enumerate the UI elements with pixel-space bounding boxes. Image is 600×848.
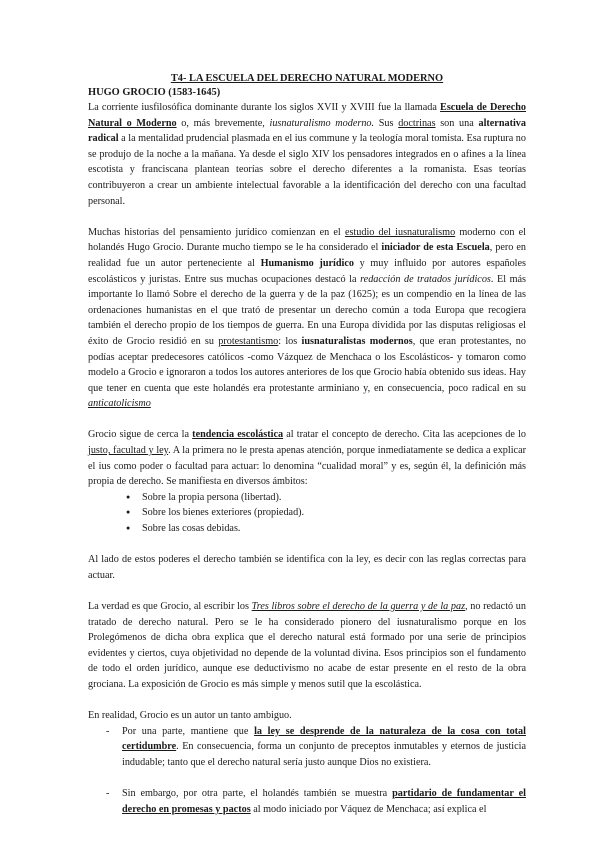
list-item: ● Sobre la propia persona (libertad). [126,490,526,506]
list-item: ● Sobre las cosas debidas. [126,521,526,537]
list-item: - Por una parte, mantiene que la ley se desprende de la naturaleza de la cosa con total certidumbre. En consecuencia, forma un conjunto de preceptos inmutables y eternos de justicia indudable; tanto que el derecho natural sería justo aunque Dios no existiera. [106,724,526,771]
paragraph-grocio: Muchas historias del pensamiento jurídico comienzan en el estudio del iusnaturalismo moderno con el holandés Hugo Grocio. Durante mucho tiempo se le ha considerado el iniciador de esta Escuela, pero en realidad fue un autor perteneciente al Humanismo jurídico y muy influido por autores españoles escolásticos y juristas. Entre sus muchas ocupaciones destacó la redacción de tratados jurídicos. El más importante lo llamó Sobre el derecho de la guerra y de la paz (1625); es un compendio en la línea de las ordenaciones humanistas en el que trató de presentar un derecho común a toda Europa que recogiera también el derecho propio de los tiempos de guerra. En una Europa dividida por las disputas religiosas el éxito de Grocio residió en su protestantismo: los iusnaturalistas modernos, que eran protestantes, no podías aceptar predecesores católicos -como Vázquez de Menchaca o los Escolásticos- y tomaron como modelo a Grocio e ignoraron a todos los autores anteriores de los que Grocio había obtenido sus ideas. Hay que tener en cuenta que este holandés era protestante arminiano y, en consecuencia, poco radical en su anticatolicismo [88,226,527,410]
list-item: ● Sobre los bienes exteriores (propiedad). [126,505,526,521]
paragraph-ley: Al lado de estos poderes el derecho también se identifica con la ley, es decir con las reglas correctas para actuar. [88,554,526,581]
page-title: T4- LA ESCUELA DEL DERECHO NATURAL MODERNO [170,73,444,84]
paragraph-tres-libros: La verdad es que Grocio, al escribir los Tres libros sobre el derecho de la guerra y de la paz, no redactó un tratado de derecho natural. Pero se le ha considerado pionero del iusnaturalismo porque en los Prolegómenos de dicha obra explica que el derecho natural está formado por una serie de principios evidentes y ciertos, cuya objetividad no depende de la voluntad divina. Esos principios son el fundamento de todo el orden jurídico, aunque ese deductivismo no acabe de estar presente en el resto de la obra grociana. La exposición de Grocio es más simple y menos sutil que la escolástica. [88,601,526,690]
paragraph-concepto-derecho: Grocio sigue de cerca la tendencia escolástica al tratar el concepto de derecho. Cita las acepciones de lo justo, facultad y ley. A la primera no le presta apenas atención, porque inmediatamente se dedica a explicar el ius como poder o facultad para actuar: lo denomina “cualidad moral” y es, según él, la definición más propia de derecho. Se manifiesta en diversos ámbitos: [88,429,526,488]
bullet-list [88,490,526,537]
dash-list [88,724,526,771]
paragraph-intro: La corriente iusfilosófica dominante durante los siglos XVII y XVIII fue la llamada Escuela de Derecho Natural o Moderno o, más brevemente, iusnaturalismo moderno. Sus doctrinas son una alternativa radical a la mentalidad prudencial plasmada en el ius commune y la teología moral tomista. Esa ruptura no se produjo de la noche a la mañana. Ya desde el siglo XIV los pensadores integrados en o afines a la línea escotista y franciscana plantean teorías sobre el derecho diferentes a la romanista. Esas teorías contribuyeron a crear un ambiente intelectual favorable a la identificación del derecho con una facultad personal. [88,102,527,207]
author-heading: HUGO GROCIO (1583-1645) [88,87,221,98]
paragraph-ambiguo: En realidad, Grocio es un autor un tanto ambiguo. [88,710,292,722]
dash-list [88,786,526,817]
list-item: - Sin embargo, por otra parte, el holandés también se muestra partidario de fundamentar el derecho en promesas y pactos al modo iniciado por Váquez de Menchaca; así explica el [106,786,526,817]
